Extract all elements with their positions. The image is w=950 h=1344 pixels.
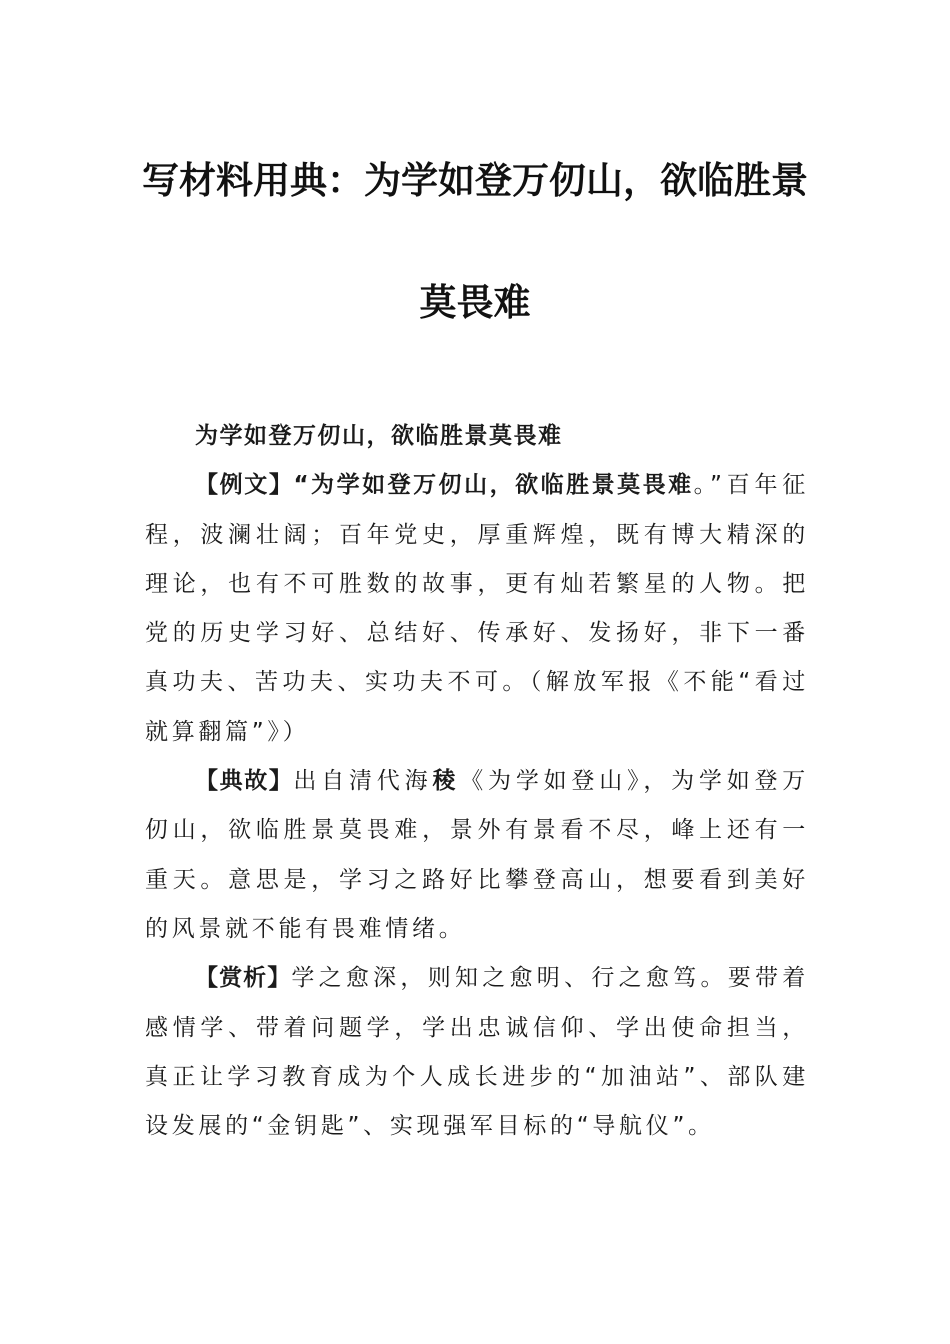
example-tag: 【例文】 [195, 472, 294, 499]
example-quote: “为学如登万仞山，欲临胜景莫畏难 [293, 472, 694, 499]
title-line-1: 写材料用典：为学如登万仞山，欲临胜景 [142, 158, 808, 202]
allusion-paragraph [145, 757, 809, 954]
subheading: 为学如登万仞山，欲临胜景莫畏难 [195, 423, 563, 449]
appreciation-text: 学之愈深，则知之愈明、行之愈笃。要带着感情学、带着问题学，学出忠诚信仰、学出使命担当，真正让学习教育成为个人成长进步的“加油站”、部队建设发展的“金钥匙”、实现强军目标的“导航仪”。 [145, 965, 809, 1140]
title-line-2: 莫畏难 [419, 280, 531, 324]
appreciation-paragraph [145, 954, 809, 1151]
allusion-text-before: 出自清代海 [293, 768, 433, 795]
example-paragraph [145, 461, 809, 757]
allusion-tag: 【典故】 [195, 768, 294, 795]
allusion-text-after: 《为学如登山》，为学如登万仞山，欲临胜景莫畏难，景外有景看不尽，峰上还有一重天。意思是，学习之路好比攀登高山，想要看到美好的风景就不能有畏难情绪。 [145, 768, 810, 942]
appreciation-tag: 【赏析】 [195, 965, 292, 992]
example-text: 。”百年征程，波澜壮阔；百年党史，厚重辉煌，既有博大精深的理论，也有不可胜数的故事，更有灿若繁星的人物。把党的历史学习好、总结好、传承好、发扬好，非下一番真功夫、苦功夫、实功夫不可。（解放军报《不能“看过就算翻篇”》） [145, 472, 809, 745]
allusion-author-char: 稜 [432, 768, 461, 795]
document-body [145, 412, 809, 1151]
